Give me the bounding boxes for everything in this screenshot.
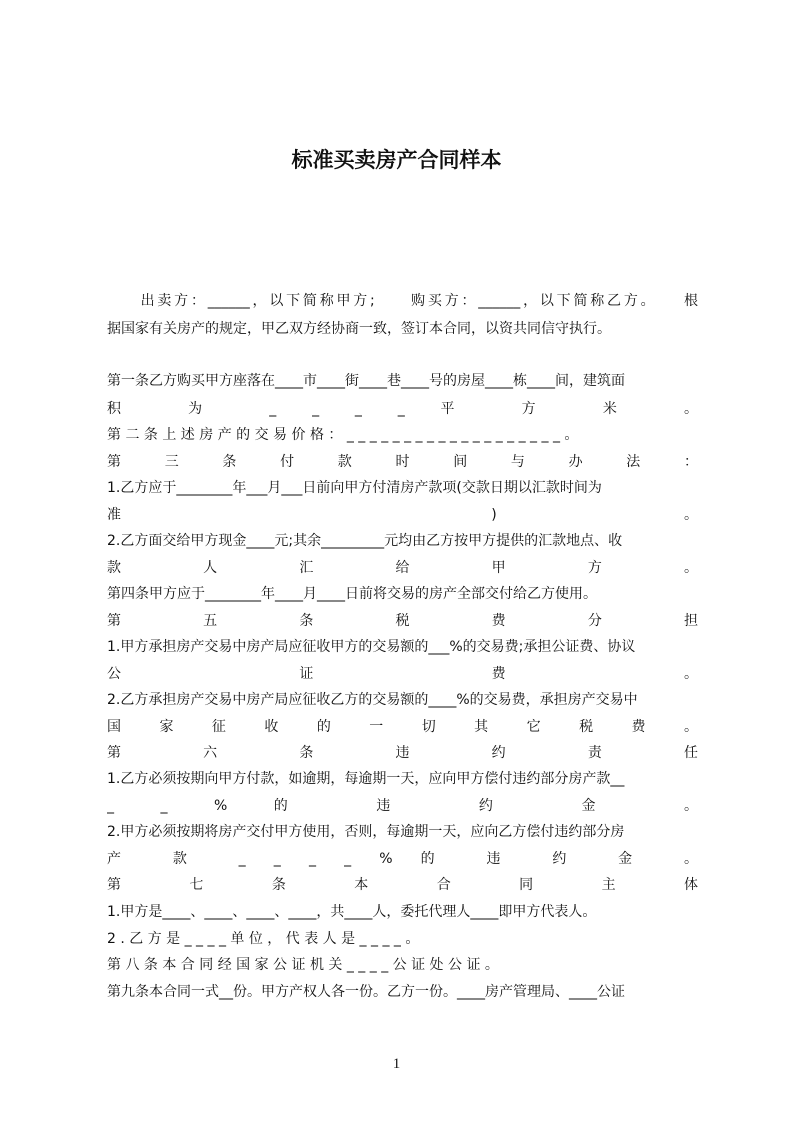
paragraph-line: 1.甲方承担房产交易中房产局应征收甲方的交易额的___%的交易费;承担公证费、协议 [107,639,636,655]
paragraph-line: 第 六 条 违 约 责 任 [107,745,698,761]
document-title: 标准买卖房产合同样本 [291,148,502,172]
paragraph-line: 第 八 条 本 合 同 经 国 家 公 证 机 关 _ _ _ _ 公 证 处 公 证 。 [107,957,499,973]
paragraph-line: 国 家 征 收 的 一 切 其 它 税 费 。 [107,719,698,735]
paragraph-line: 款 人 汇 给 甲 方 。 [107,560,698,576]
paragraph-line: 出卖方：______，以下简称甲方; 购买方：______，以下简称乙方。 根 [107,293,698,309]
paragraph-line: 第 五 条 税 费 分 担 [107,613,698,629]
paragraph-line: 第 二 条 上 述 房 产 的 交 易 价 格 ： _ _ _ _ _ _ _ _ _ _ _ _ _ _ _ _ _ _ _ 。 [107,427,579,443]
paragraph-line: 1.乙方应于________年___月___日前向甲方付清房产款项(交款日期以汇款时间为 [107,480,602,496]
paragraph-line: _ _ % 的 违 约 金 。 [107,798,698,814]
paragraph-line: 第四条甲方应于________年____月____日前将交易的房产全部交付给乙方使用。 [107,586,597,602]
paragraph-line: 准 ) 。 [107,507,698,523]
paragraph-line: 第九条本合同一式__份。甲方产权人各一份。乙方一份。____房产管理局、____公证 [107,984,625,1000]
paragraph-line: 2.甲方必须按期将房产交付甲方使用，否则，每逾期一天，应向乙方偿付违约部分房 [107,824,625,840]
paragraph-line: 2.乙方面交给甲方现金____元;其余_________元均由乙方按甲方提供的汇款地点、收 [107,533,623,549]
paragraph-line: 1.乙方必须按期向甲方付款，如逾期，每逾期一天，应向甲方偿付违约部分房产款__ [107,771,625,787]
paragraph-line: 第一条乙方购买甲方座落在____市____街____巷____号的房屋____栋____间，建筑面 [107,373,625,389]
paragraph-line: 积 为 _ _ _ _ 平 方 米 。 [107,401,698,417]
paragraph-line: 第 三 条 付 款 时 间 与 办 法 ： [107,454,698,470]
paragraph-line: 2 . 乙 方 是 _ _ _ _ 单 位 ， 代 表 人 是 _ _ _ _ 。 [107,931,420,947]
paragraph-line: 产 款 _ _ _ _ % 的 违 约 金 。 [107,851,698,867]
paragraph-line: 1.甲方是____、____、____、____，共____人，委托代理人____即甲方代表人。 [107,904,597,920]
page-number: 1 [392,1056,401,1072]
paragraph-line: 2.乙方承担房产交易中房产局应征收乙方的交易额的____%的交易费，承担房产交易中 [107,692,638,708]
paragraph-line: 第 七 条 本 合 同 主 体 [107,877,698,893]
paragraph-line: 据国家有关房产的规定，甲乙双方经协商一致，签订本合同，以资共同信守执行。 [107,321,611,337]
paragraph-line: 公 证 费 。 [107,666,698,682]
